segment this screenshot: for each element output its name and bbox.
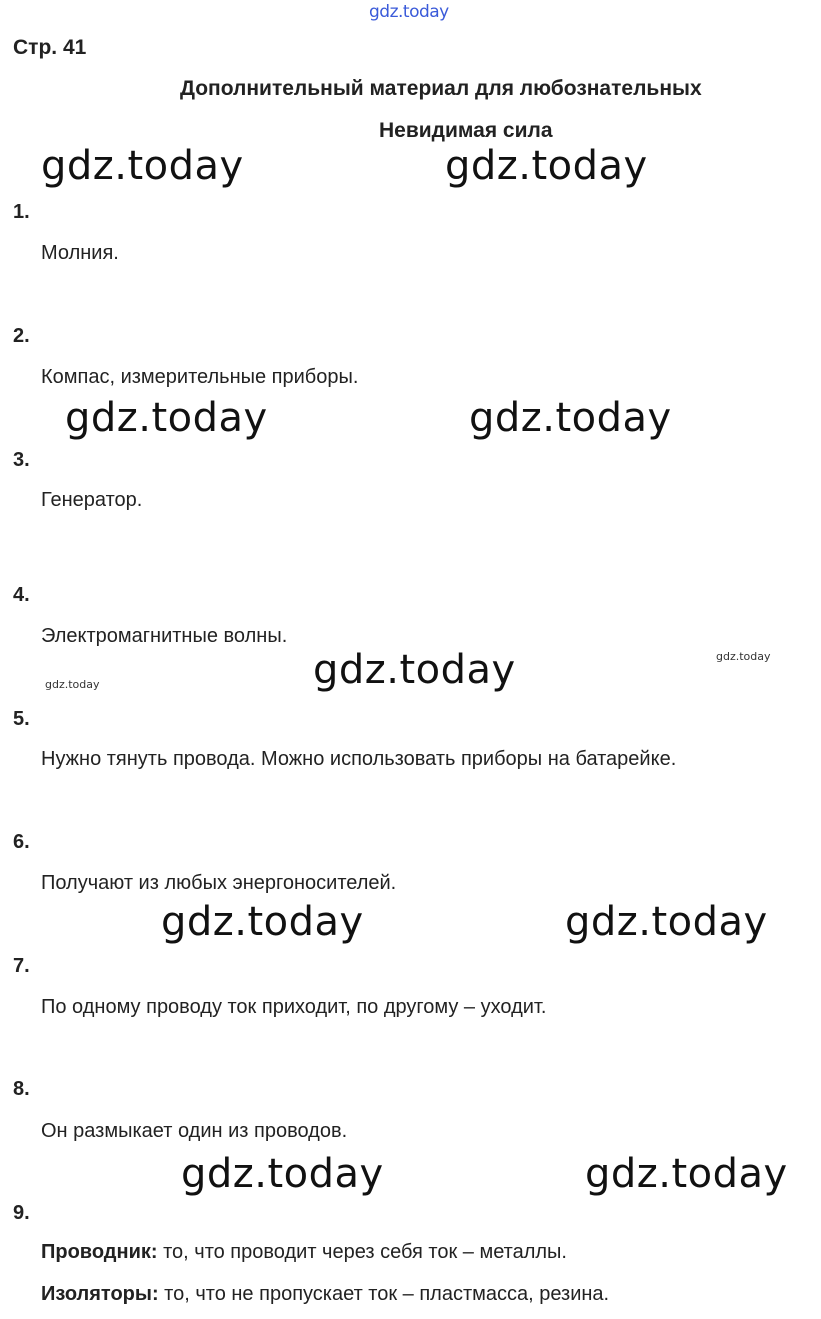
definition-line (41, 1283, 609, 1306)
item-number: 9. (13, 1202, 30, 1224)
item-answer: Электромагнитные волны. (41, 625, 288, 647)
item-answer: Генератор. (41, 489, 143, 511)
definition-text: то, что проводит через себя ток – металлы. (157, 1241, 567, 1263)
item-number: 4. (13, 584, 30, 606)
watermark: gdz.today (445, 143, 648, 189)
definition-text: то, что не пропускает ток – пластмасса, резина. (158, 1283, 610, 1305)
page-number: Стр. 41 (13, 36, 87, 59)
item-answer: По одному проводу ток приходит, по другому – уходит. (41, 996, 547, 1018)
watermark: gdz.today (161, 899, 364, 945)
section-title: Дополнительный материал для любознательных (180, 77, 702, 100)
definition-term: Изоляторы: (41, 1283, 159, 1305)
item-number: 7. (13, 955, 30, 977)
item-number: 8. (13, 1078, 30, 1100)
item-answer: Получают из любых энергоносителей. (41, 872, 397, 894)
watermark: gdz.today (65, 395, 268, 441)
watermark: gdz.today (181, 1151, 384, 1197)
item-number: 6. (13, 831, 30, 853)
item-number: 5. (13, 708, 30, 730)
watermark: gdz.today (313, 647, 516, 693)
item-answer: Молния. (41, 242, 119, 264)
item-answer: Он размыкает один из проводов. (41, 1120, 348, 1142)
item-number: 2. (13, 325, 30, 347)
item-number: 1. (13, 201, 30, 223)
definition-line (41, 1241, 567, 1264)
watermark: gdz.today (565, 899, 768, 945)
watermark-small: gdz.today (45, 678, 100, 691)
watermark: gdz.today (585, 1151, 788, 1197)
item-answer: Компас, измерительные приборы. (41, 366, 359, 388)
item-number: 3. (13, 449, 30, 471)
watermark-small: gdz.today (716, 650, 771, 663)
watermark: gdz.today (469, 395, 672, 441)
watermark-top: gdz.today (369, 2, 449, 22)
watermark: gdz.today (41, 143, 244, 189)
definition-term: Проводник: (41, 1241, 158, 1263)
topic-title: Невидимая сила (379, 119, 553, 142)
item-answer: Нужно тянуть провода. Можно использовать приборы на батарейке. (41, 748, 677, 770)
